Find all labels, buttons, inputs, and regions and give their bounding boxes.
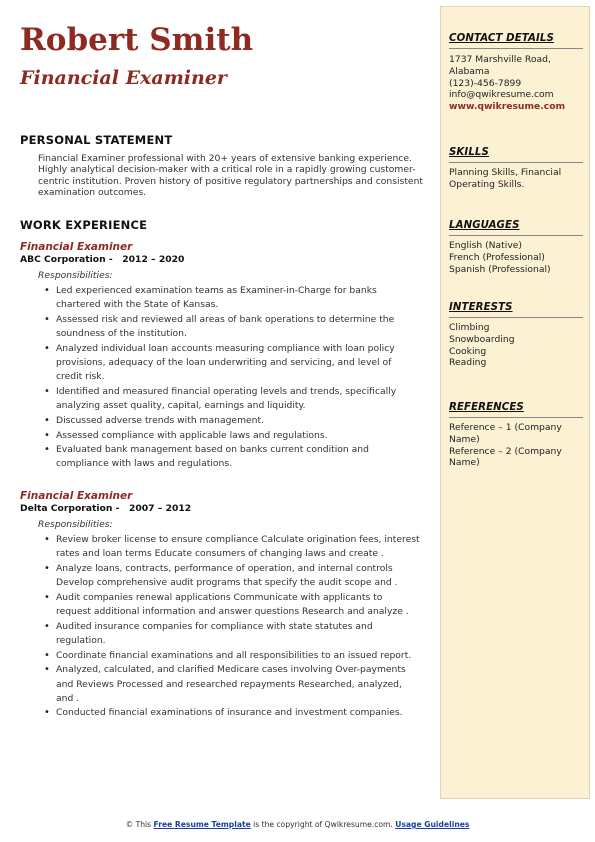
- divider: [449, 235, 583, 236]
- sidebar: [440, 6, 590, 799]
- list-item: • Discussed adverse trends with management.: [56, 414, 420, 428]
- list-item: • Analyze loans, contracts, performance of operation, and internal controls Develop comprehensive audit programs that specify the audit scope and .: [56, 562, 420, 590]
- usage-guidelines-link[interactable]: Usage Guidelines: [395, 820, 470, 829]
- list-item: • Audited insurance companies for compliance with state statutes and regulation.: [56, 620, 420, 648]
- candidate-name: Robert Smith: [20, 22, 254, 58]
- list-item: • Audit companies renewal applications Communicate with applicants to request additional information and answer questions Research and analyze .: [56, 591, 420, 619]
- footer-middle: is the copyright of Qwikresume.com.: [250, 820, 396, 829]
- list-item: Climbing: [449, 322, 490, 333]
- responsibilities-label: Responsibilities:: [38, 519, 113, 530]
- list-item: Reference – 2 (Company Name): [449, 445, 562, 469]
- list-item: English (Native): [449, 240, 523, 251]
- list-item: • Evaluated bank management based on banks current condition and compliance with laws and regulations.: [56, 443, 420, 471]
- list-item: • Conducted financial examinations of insurance and investment companies.: [56, 706, 420, 720]
- list-item: • Coordinate financial examinations and all responsibilities to an issued report.: [56, 649, 420, 663]
- divider: [449, 48, 583, 49]
- interests-heading: INTERESTS: [449, 302, 513, 313]
- job-entry-1: [20, 241, 420, 472]
- languages-heading: LANGUAGES: [449, 220, 520, 231]
- list-item: Cooking: [449, 345, 487, 357]
- references-heading: REFERENCES: [449, 402, 524, 413]
- list-item: • Assessed compliance with applicable laws and regulations.: [56, 429, 420, 443]
- footer: [0, 820, 595, 829]
- languages-list: [449, 240, 583, 275]
- interests-list: [449, 322, 583, 369]
- list-item: • Analyzed individual loan accounts measuring compliance with loan policy provisions, adequacy of the loan underwriting and servicing, and level of credit risk.: [56, 342, 420, 385]
- divider: [449, 317, 583, 318]
- list-item: French (Professional): [449, 251, 545, 263]
- list-item: • Led experienced examination teams as Examiner-in-Charge for banks chartered with the State of Kansas.: [56, 284, 420, 312]
- divider: [449, 162, 583, 163]
- list-item: Spanish (Professional): [449, 263, 551, 275]
- list-item: Snowboarding: [449, 333, 515, 345]
- references-list: [449, 422, 583, 469]
- contact-phone: (123)-456-7899: [449, 77, 522, 89]
- contact-email[interactable]: info@qwikresume.com: [449, 89, 554, 101]
- contact-heading: CONTACT DETAILS: [449, 33, 554, 44]
- job-entry-2: [20, 490, 420, 721]
- responsibilities-list: [20, 533, 420, 721]
- job-title: Financial Examiner: [20, 490, 133, 502]
- skills-heading: SKILLS: [449, 147, 489, 158]
- contact-details: [449, 54, 583, 113]
- list-item: • Analyzed, calculated, and clarified Medicare cases involving Over-payments and Reviews Processed and researched repayments Researched, analyzed, and .: [56, 663, 420, 706]
- free-resume-template-link[interactable]: Free Resume Template: [153, 820, 251, 829]
- personal-statement-text: Financial Examiner professional with 20+ years of extensive banking experience. Highly analytical decision-maker with a critical role in a rapidly growing customer-centric institution. Proven history of positive regulatory partnerships and consistent examination outcomes.: [38, 153, 423, 198]
- list-item: • Identified and measured financial operating levels and trends, specifically analyzing asset quality, capital, earnings and liquidity.: [56, 385, 420, 413]
- personal-statement-heading: PERSONAL STATEMENT: [20, 133, 173, 147]
- contact-website[interactable]: www.qwikresume.com: [449, 101, 566, 113]
- footer-prefix: © This: [125, 820, 154, 829]
- responsibilities-label: Responsibilities:: [38, 270, 113, 281]
- job-company: Delta Corporation - 2007 – 2012: [20, 503, 192, 514]
- skills-text: Planning Skills, Financial Operating Skills.: [449, 167, 562, 190]
- list-item: Reference – 1 (Company Name): [449, 422, 562, 445]
- list-item: Reading: [449, 357, 487, 369]
- contact-address: 1737 Marshville Road, Alabama: [449, 54, 551, 77]
- list-item: • Review broker license to ensure compliance Calculate origination fees, interest rates and loan terms Educate consumers of changing laws and create .: [56, 533, 420, 561]
- divider: [449, 417, 583, 418]
- job-company: ABC Corporation - 2012 – 2020: [20, 254, 185, 265]
- job-title: Financial Examiner: [20, 241, 133, 253]
- list-item: • Assessed risk and reviewed all areas of bank operations to determine the soundness of the institution.: [56, 313, 420, 341]
- responsibilities-list: [20, 284, 420, 472]
- work-experience-heading: WORK EXPERIENCE: [20, 218, 148, 232]
- candidate-title: Financial Examiner: [20, 67, 227, 89]
